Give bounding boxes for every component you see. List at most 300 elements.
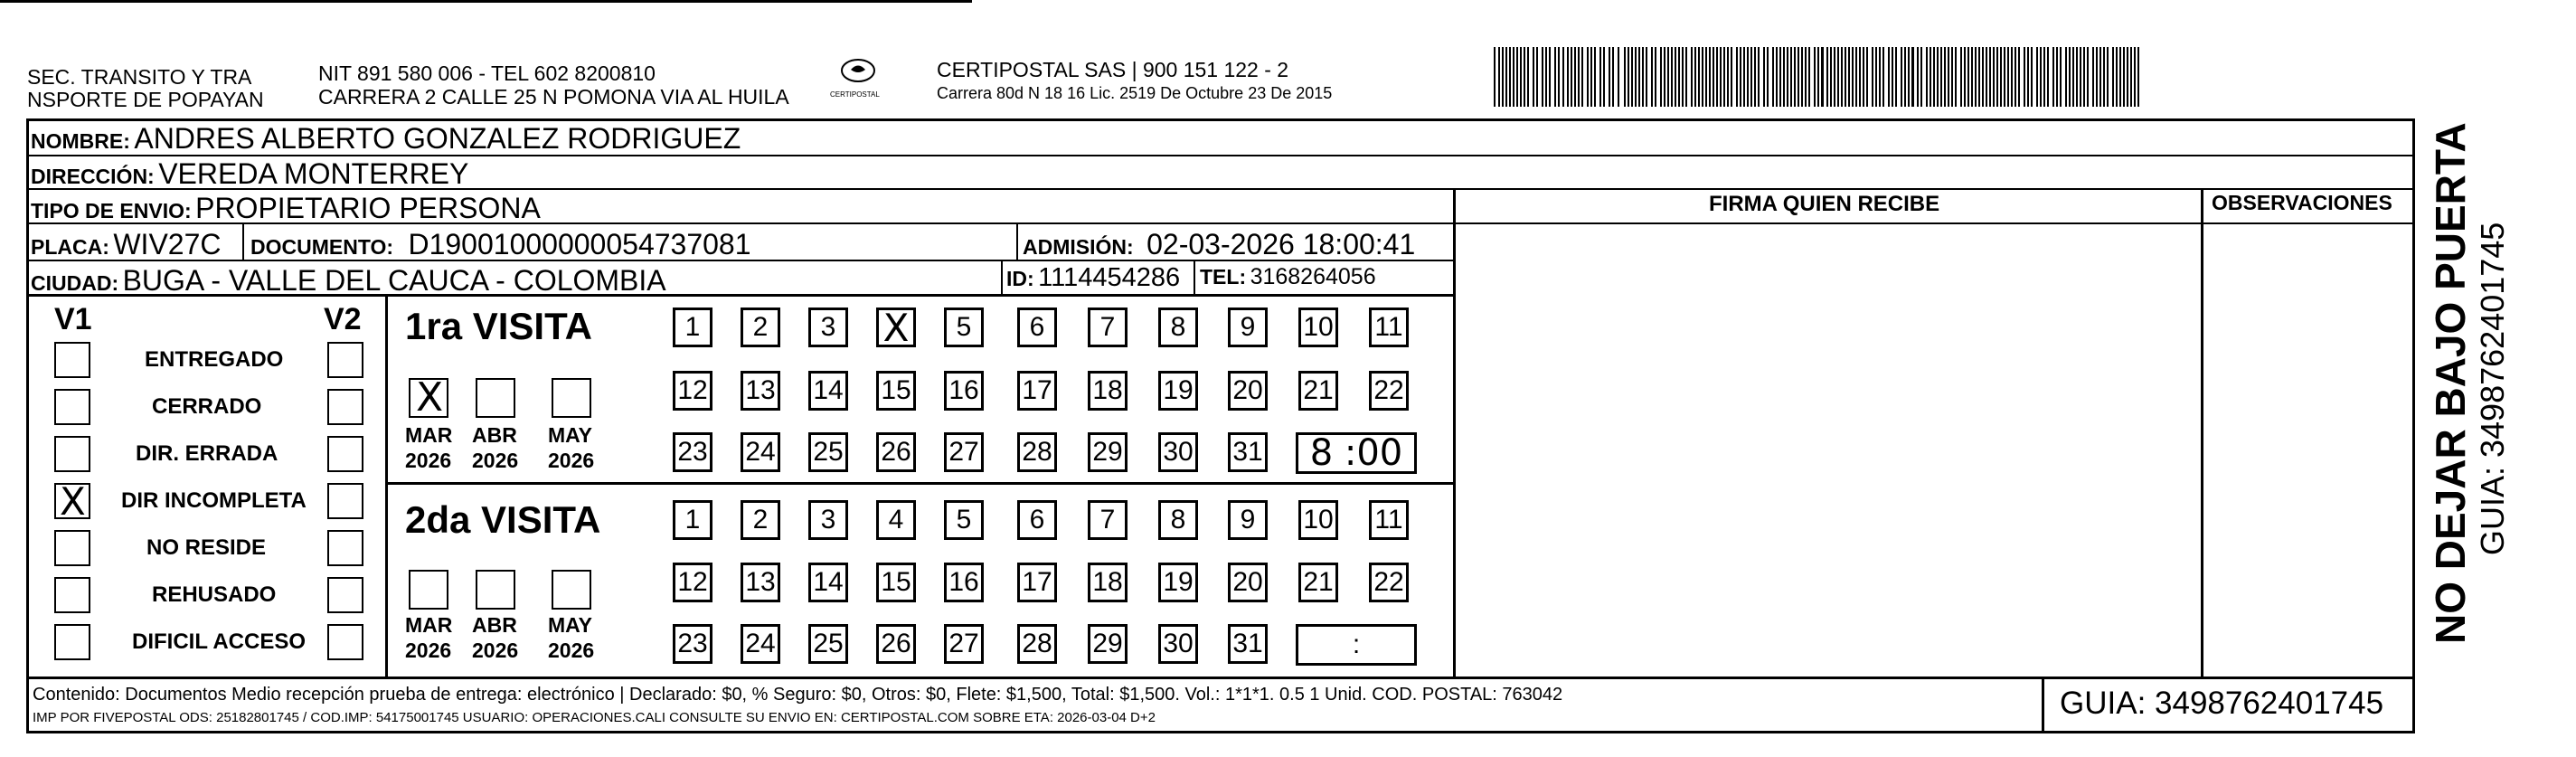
barcode-bar [1599, 47, 1601, 107]
admision-row [1023, 230, 1415, 259]
v1-checkbox[interactable] [54, 624, 90, 660]
col-line-guia [2042, 677, 2044, 733]
barcode-bar [1612, 47, 1614, 107]
day-check-mark: X [882, 305, 910, 350]
barcode-bar [1817, 47, 1819, 107]
barcode-bar [2031, 47, 2033, 107]
day-box[interactable] [1228, 371, 1268, 411]
day-box[interactable] [1228, 308, 1268, 347]
day-box[interactable] [741, 371, 780, 411]
barcode-bar [1554, 47, 1556, 107]
barcode-bar [1978, 47, 1980, 107]
col-line-firma [1453, 188, 1456, 678]
barcode-bar [1502, 47, 1504, 107]
barcode-bar [1581, 47, 1583, 107]
day-box[interactable] [1369, 563, 1409, 602]
barcode-bar [1642, 47, 1644, 107]
barcode-bar [1533, 47, 1534, 107]
day-box[interactable] [1017, 563, 1057, 602]
row-line-1 [26, 155, 2415, 156]
footer-guia: GUIA: 3498762401745 [2060, 686, 2384, 721]
day-number: 10 [1303, 312, 1334, 342]
barcode-bar [2080, 47, 2081, 107]
barcode-bar [1852, 47, 1854, 107]
day-box[interactable] [1298, 371, 1338, 411]
day-box[interactable] [1088, 308, 1128, 347]
day-box[interactable] [876, 305, 916, 350]
barcode [1494, 47, 2145, 107]
tel-row [1200, 266, 1376, 289]
day-number: 31 [1232, 629, 1263, 658]
barcode-bar [1767, 47, 1769, 107]
day-box[interactable] [1158, 371, 1198, 411]
barcode-bar [1986, 47, 1987, 107]
barcode-bar [1895, 47, 1897, 107]
day-box[interactable] [673, 432, 712, 472]
day-box[interactable] [741, 432, 780, 472]
v1-checkbox[interactable] [54, 479, 90, 524]
day-box[interactable] [944, 308, 984, 347]
barcode-bar [1872, 47, 1873, 107]
barcode-bar [1814, 47, 1816, 107]
day-number: 1 [684, 312, 701, 342]
barcode-bar [1855, 47, 1857, 107]
barcode-bar [1937, 47, 1939, 107]
day-box[interactable] [808, 500, 848, 540]
barcode-bar [2011, 47, 2013, 107]
day-box[interactable] [944, 563, 984, 602]
barcode-bar [1740, 47, 1741, 107]
day-number: 11 [1374, 312, 1403, 342]
day-box[interactable] [808, 432, 848, 472]
day-number: 13 [745, 567, 776, 597]
documento-row [250, 230, 751, 259]
barcode-bar [1772, 47, 1774, 107]
col-line-obs [2201, 188, 2203, 678]
barcode-bar [1882, 47, 1884, 107]
day-box[interactable] [876, 500, 916, 540]
barcode-bar [2015, 47, 2016, 107]
v1-checkbox[interactable] [54, 530, 90, 566]
admision-label: ADMISIÓN: [1023, 235, 1134, 259]
barcode-bar [1685, 47, 1687, 107]
barcode-bar [1875, 47, 1877, 107]
day-box[interactable] [1088, 500, 1128, 540]
barcode-bar [1743, 47, 1745, 107]
day-box[interactable] [808, 308, 848, 347]
day-box[interactable] [1017, 500, 1057, 540]
v2-checkbox[interactable] [327, 483, 363, 519]
day-number: 27 [948, 629, 979, 658]
v2-checkbox[interactable] [327, 389, 363, 425]
barcode-bar [1930, 47, 1931, 107]
day-box[interactable] [673, 624, 712, 664]
ciudad-label: CIUDAD: [31, 271, 119, 295]
barcode-bar [1558, 47, 1560, 107]
nombre-label: NOMBRE: [31, 129, 130, 153]
col-line-placa [242, 224, 244, 260]
day-box[interactable] [1228, 563, 1268, 602]
barcode-bar [1587, 47, 1589, 107]
day-box[interactable] [1298, 500, 1338, 540]
barcode-bar [1545, 47, 1547, 107]
status-label: REHUSADO [152, 582, 277, 607]
barcode-bar [1920, 47, 1922, 107]
month-year-label: 2026 [405, 639, 452, 662]
barcode-bar [1520, 47, 1522, 107]
barcode-bar [2072, 47, 2074, 107]
day-number: 4 [888, 505, 904, 535]
barcode-bar [1720, 47, 1722, 107]
barcode-bar [1536, 47, 1538, 107]
barcode-bar [1624, 47, 1626, 107]
day-box[interactable] [808, 371, 848, 411]
barcode-bar [1996, 47, 1998, 107]
barcode-bar [1747, 47, 1749, 107]
day-box[interactable] [1088, 432, 1128, 472]
barcode-bar [1783, 47, 1785, 107]
day-number: 19 [1163, 375, 1194, 405]
barcode-bar [1671, 47, 1673, 107]
day-box[interactable] [1369, 308, 1409, 347]
day-box[interactable] [741, 624, 780, 664]
barcode-bar [2107, 47, 2109, 107]
day-number: 21 [1303, 567, 1334, 597]
month-check-mark: X [416, 374, 444, 421]
day-box[interactable] [1088, 371, 1128, 411]
day-number: 9 [1240, 312, 1256, 342]
barcode-bar [1727, 47, 1729, 107]
day-number: 14 [813, 375, 844, 405]
barcode-bar [1787, 47, 1788, 107]
v1-header: V1 [54, 302, 92, 336]
barcode-bar [1859, 47, 1861, 107]
barcode-bar [1837, 47, 1839, 107]
barcode-bar [2119, 47, 2121, 107]
barcode-bar [1879, 47, 1881, 107]
day-number: 25 [813, 629, 844, 658]
barcode-bar [1845, 47, 1846, 107]
ciudad-row [31, 266, 666, 295]
barcode-bar [1660, 47, 1662, 107]
day-box[interactable] [1017, 308, 1057, 347]
direccion-label: DIRECCIÓN: [31, 165, 155, 188]
barcode-bar [2004, 47, 2005, 107]
month-label: MAY [548, 423, 592, 447]
placa-row [31, 230, 221, 259]
day-box[interactable] [1298, 308, 1338, 347]
day-box[interactable] [673, 563, 712, 602]
day-number: 14 [813, 567, 844, 597]
day-box[interactable] [1158, 500, 1198, 540]
row-line-visits [385, 482, 1455, 485]
day-box[interactable] [1088, 624, 1128, 664]
frame-top [26, 118, 2415, 121]
barcode-bar [1892, 47, 1893, 107]
barcode-bar [2137, 47, 2139, 107]
month-label: ABR [472, 613, 517, 637]
col-line-admision [1016, 224, 1018, 260]
barcode-bar [1826, 47, 1828, 107]
day-box[interactable] [741, 308, 780, 347]
day-number: 9 [1240, 505, 1256, 535]
barcode-bar [2060, 47, 2062, 107]
placa-value: WIV27C [113, 228, 222, 260]
id-label: ID: [1006, 267, 1034, 290]
hour-box[interactable] [1296, 624, 1417, 666]
barcode-bar [1971, 47, 1973, 107]
day-number: 30 [1163, 629, 1194, 658]
month-checkbox[interactable] [476, 378, 515, 418]
barcode-bar [1955, 47, 1957, 107]
tipo-value: PROPIETARIO PERSONA [195, 192, 541, 224]
frame-left [26, 118, 29, 733]
day-box[interactable] [808, 624, 848, 664]
month-year-label: 2026 [548, 449, 595, 472]
logo-caption: CERTIPOSTAL [830, 90, 880, 99]
barcode-bar [1848, 47, 1850, 107]
day-number: 30 [1163, 437, 1194, 467]
barcode-bar [1542, 47, 1543, 107]
barcode-bar [1567, 47, 1569, 107]
month-year-label: 2026 [548, 639, 595, 662]
barcode-bar [1628, 47, 1629, 107]
top-edge-line [0, 0, 972, 3]
barcode-bar [1705, 47, 1707, 107]
day-box[interactable] [1158, 563, 1198, 602]
day-number: 3 [820, 505, 836, 535]
v1-checkbox[interactable] [54, 342, 90, 378]
month-label: MAR [405, 613, 453, 637]
barcode-bar [1750, 47, 1752, 107]
barcode-bar [2000, 47, 2002, 107]
month-label: MAY [548, 613, 592, 637]
col-line-id [1001, 260, 1003, 294]
day-box[interactable] [673, 500, 712, 540]
day-box[interactable] [876, 371, 916, 411]
day-number: 26 [881, 437, 911, 467]
v2-checkbox[interactable] [327, 436, 363, 472]
frame-bottom [26, 731, 2415, 733]
month-checkbox[interactable] [552, 378, 591, 418]
day-number: 6 [1029, 312, 1045, 342]
day-box[interactable] [944, 432, 984, 472]
nombre-value: ANDRES ALBERTO GONZALEZ RODRIGUEZ [134, 122, 741, 155]
side-warning: NO DEJAR BAJO PUERTA [2427, 122, 2474, 644]
v2-checkbox[interactable] [327, 530, 363, 566]
barcode-bar [1830, 47, 1832, 107]
day-box[interactable] [1017, 432, 1057, 472]
barcode-bar [1678, 47, 1680, 107]
barcode-bar [2027, 47, 2029, 107]
barcode-bar [1940, 47, 1942, 107]
v2-checkbox[interactable] [327, 624, 363, 660]
barcode-bar [2024, 47, 2025, 107]
hour-box[interactable] [1296, 432, 1417, 474]
status-label: NO RESIDE [146, 535, 267, 560]
barcode-bar [1951, 47, 1953, 107]
barcode-bar [1716, 47, 1718, 107]
day-number: 11 [1374, 505, 1403, 535]
day-box[interactable] [673, 308, 712, 347]
status-label: DIR INCOMPLETA [121, 488, 307, 513]
hour-value: 8 :00 [1309, 432, 1403, 474]
barcode-bar [2092, 47, 2094, 107]
barcode-bar [1494, 47, 1496, 107]
direccion-value: VEREDA MONTERREY [158, 157, 469, 190]
barcode-bar [2056, 47, 2058, 107]
observaciones-header: OBSERVACIONES [2212, 191, 2392, 214]
barcode-bar [1834, 47, 1835, 107]
tipo-label: TIPO DE ENVIO: [31, 199, 192, 222]
documento-value: D19001000000054737081 [408, 228, 751, 260]
barcode-bar [2083, 47, 2085, 107]
day-number: 17 [1022, 567, 1052, 597]
day-box[interactable] [876, 624, 916, 664]
day-box[interactable] [741, 563, 780, 602]
month-year-label: 2026 [405, 449, 452, 472]
barcode-bar [1821, 47, 1824, 107]
barcode-bar [1975, 47, 1977, 107]
month-year-label: 2026 [472, 639, 519, 662]
barcode-bar [1578, 47, 1580, 107]
day-box[interactable] [876, 563, 916, 602]
day-number: 23 [677, 629, 708, 658]
day-box[interactable] [1158, 432, 1198, 472]
barcode-bar [2036, 47, 2038, 107]
day-number: 10 [1303, 505, 1334, 535]
day-box[interactable] [944, 624, 984, 664]
day-box[interactable] [1088, 563, 1128, 602]
day-box[interactable] [1228, 624, 1268, 664]
hour-value: : [1352, 629, 1361, 659]
firma-header: FIRMA QUIEN RECIBE [1709, 192, 1940, 216]
month-checkbox[interactable] [476, 570, 515, 610]
documento-label: DOCUMENTO: [250, 235, 394, 259]
barcode-bar [1993, 47, 1995, 107]
day-box[interactable] [673, 371, 712, 411]
first-visit-title: 1ra VISITA [405, 305, 592, 347]
day-number: 18 [1092, 375, 1123, 405]
barcode-bar [2103, 47, 2105, 107]
day-box[interactable] [1369, 371, 1409, 411]
barcode-bar [1805, 47, 1807, 107]
day-number: 2 [752, 312, 769, 342]
barcode-bar [1944, 47, 1946, 107]
barcode-bar [2007, 47, 2009, 107]
sender-line-2: NSPORTE DE POPAYAN [27, 88, 264, 111]
day-box[interactable] [1228, 500, 1268, 540]
barcode-bar [2052, 47, 2054, 107]
barcode-bar [1911, 47, 1914, 107]
barcode-bar [1926, 47, 1928, 107]
day-box[interactable] [1298, 563, 1338, 602]
day-number: 15 [881, 567, 911, 597]
month-checkbox[interactable] [409, 570, 448, 610]
day-number: 3 [820, 312, 836, 342]
barcode-bar [1594, 47, 1596, 107]
barcode-bar [1731, 47, 1732, 107]
barcode-bar [1682, 47, 1684, 107]
barcode-bar [1866, 47, 1868, 107]
day-number: 7 [1099, 312, 1116, 342]
barcode-bar [1527, 47, 1529, 107]
day-box[interactable] [1158, 308, 1198, 347]
col-line-status [385, 294, 388, 678]
barcode-bar [2069, 47, 2071, 107]
barcode-bar [1798, 47, 1799, 107]
certipostal-logo-icon [839, 57, 877, 84]
barcode-bar [1603, 47, 1605, 107]
barcode-bar [1841, 47, 1843, 107]
barcode-bar [1808, 47, 1810, 107]
day-number: 31 [1232, 437, 1263, 467]
barcode-bar [1713, 47, 1714, 107]
day-box[interactable] [808, 563, 848, 602]
day-number: 8 [1170, 312, 1186, 342]
footer-line-2: IMP POR FIVEPOSTAL ODS: 25182801745 / COD.IMP: 54175001745 USUARIO: OPERACIONES.CALI CONSULTE SU ENVIO EN: CERTIPOSTAL.COM SOBRE ETA: 2026-03-04 D+2 [33, 710, 1156, 725]
day-number: 17 [1022, 375, 1052, 405]
day-box[interactable] [944, 371, 984, 411]
barcode-bar [1776, 47, 1778, 107]
barcode-bar [1794, 47, 1796, 107]
barcode-bar [1908, 47, 1910, 107]
barcode-bar [1904, 47, 1906, 107]
barcode-bar [1888, 47, 1890, 107]
day-number: 20 [1232, 375, 1263, 405]
barcode-bar [2116, 47, 2118, 107]
nit-line-1: NIT 891 580 006 - TEL 602 8200810 [318, 62, 656, 85]
day-number: 18 [1092, 567, 1123, 597]
day-number: 5 [956, 505, 972, 535]
month-checkbox[interactable] [409, 374, 448, 421]
barcode-bar [1698, 47, 1700, 107]
day-box[interactable] [1017, 624, 1057, 664]
col-line-tel [1194, 260, 1195, 294]
day-box[interactable] [876, 432, 916, 472]
day-number: 23 [677, 437, 708, 467]
v1-checkbox[interactable] [54, 436, 90, 472]
day-box[interactable] [1158, 624, 1198, 664]
barcode-bar [1631, 47, 1633, 107]
id-row [1006, 265, 1180, 291]
barcode-bar [1646, 47, 1647, 107]
v2-checkbox[interactable] [327, 342, 363, 378]
day-number: 25 [813, 437, 844, 467]
barcode-bar [1982, 47, 1984, 107]
month-label: ABR [472, 423, 517, 447]
day-number: 8 [1170, 505, 1186, 535]
v1-checkbox[interactable] [54, 577, 90, 613]
day-number: 12 [677, 567, 708, 597]
barcode-bar [1754, 47, 1756, 107]
day-box[interactable] [1228, 432, 1268, 472]
barcode-bar [1509, 47, 1511, 107]
sender-line-1: SEC. TRANSITO Y TRA [27, 65, 252, 89]
day-number: 13 [745, 375, 776, 405]
day-number: 16 [948, 375, 979, 405]
day-box[interactable] [1017, 371, 1057, 411]
v1-checkbox[interactable] [54, 389, 90, 425]
day-box[interactable] [1369, 500, 1409, 540]
barcode-bar [2076, 47, 2078, 107]
day-box[interactable] [944, 500, 984, 540]
month-checkbox[interactable] [552, 570, 591, 610]
v2-checkbox[interactable] [327, 577, 363, 613]
day-box[interactable] [741, 500, 780, 540]
barcode-bar [1801, 47, 1803, 107]
day-number: 29 [1092, 437, 1123, 467]
